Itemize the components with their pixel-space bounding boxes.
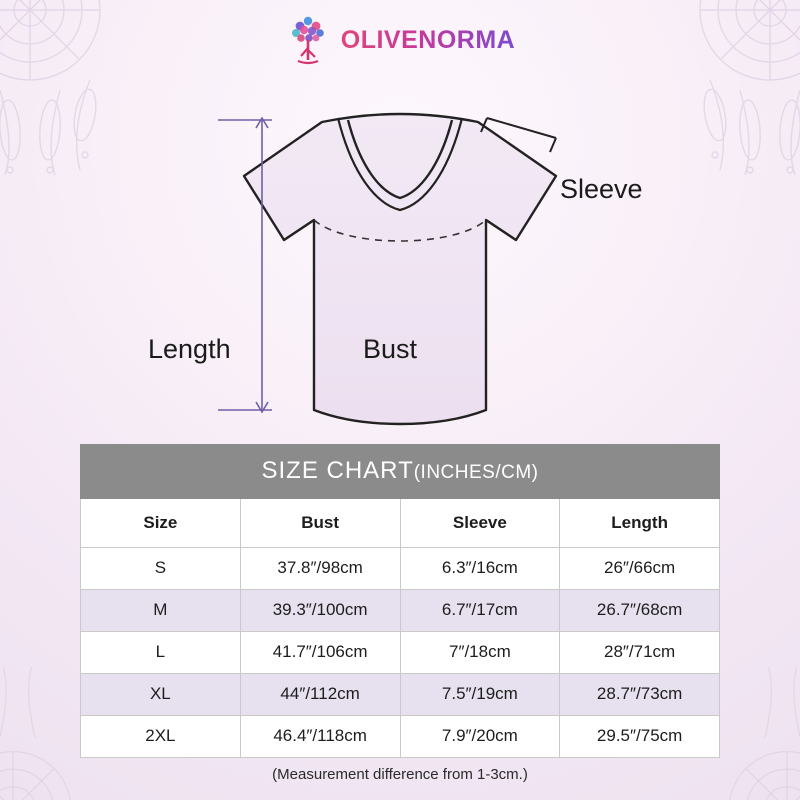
table-row [81,590,720,632]
cell-length: 26.7″/68cm [560,590,720,632]
tree-logo-icon [285,14,331,66]
cell-size: M [81,590,241,632]
brand-name: OLIVENORMA [340,25,516,54]
table-row [81,548,720,590]
cell-length: 26″/66cm [560,548,720,590]
cell-size: S [81,548,241,590]
column-header-sleeve: Sleeve [400,499,560,548]
table-header-row [81,499,720,548]
label-bust: Bust [363,334,418,364]
garment-illustration [0,80,800,440]
table-title-cell [81,445,720,499]
cell-size: XL [81,674,241,716]
cell-bust: 39.3″/100cm [240,590,400,632]
cell-sleeve: 7.5″/19cm [400,674,560,716]
cell-sleeve: 7.9″/20cm [400,716,560,758]
table-row [81,632,720,674]
measurement-footnote: (Measurement difference from 1-3cm.) [272,766,528,783]
size-chart-table [80,444,720,758]
column-header-length: Length [560,499,720,548]
cell-sleeve: 7″/18cm [400,632,560,674]
cell-length: 28.7″/73cm [560,674,720,716]
label-length: Length [148,334,231,364]
table-title-suffix: (INCHES/CM) [413,462,539,483]
table-row [81,716,720,758]
cell-size: 2XL [81,716,241,758]
size-chart-table-wrap [80,444,720,758]
cell-length: 28″/71cm [560,632,720,674]
cell-bust: 41.7″/106cm [240,632,400,674]
v-neck-tshirt-outline-icon [244,114,556,424]
brand-header [0,14,800,66]
table-title-main: SIZE CHART [261,457,414,484]
cell-bust: 44″/112cm [240,674,400,716]
column-header-size: Size [81,499,241,548]
cell-sleeve: 6.7″/17cm [400,590,560,632]
table-title-row [81,445,720,499]
cell-sleeve: 6.3″/16cm [400,548,560,590]
cell-size: L [81,632,241,674]
cell-bust: 46.4″/118cm [240,716,400,758]
cell-bust: 37.8″/98cm [240,548,400,590]
cell-length: 29.5″/75cm [560,716,720,758]
table-row [81,674,720,716]
label-sleeve: Sleeve [560,174,643,204]
column-header-bust: Bust [240,499,400,548]
